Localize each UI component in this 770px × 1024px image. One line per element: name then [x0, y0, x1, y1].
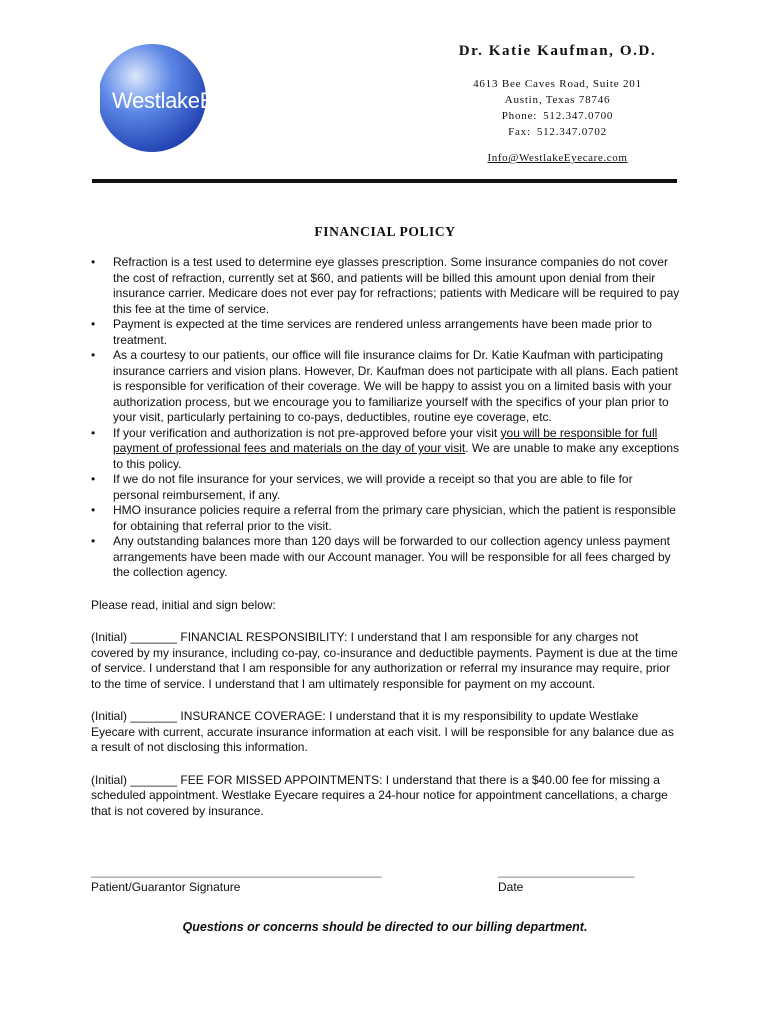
logo-text-eyecare: Eyecare [199, 88, 279, 113]
bullet-icon: • [91, 317, 96, 331]
bullet-icon: • [91, 503, 96, 517]
header-divider [92, 179, 677, 183]
bullet-icon: • [91, 348, 96, 362]
signature-block [91, 863, 381, 895]
phone-number: 512.347.0700 [543, 110, 614, 122]
policy-item-text: Any outstanding balances more than 120 days will be forwarded to our collection agency unless payment arrangements have been made with our Account manager. You will be responsible for all fees charged by the collection agency. [113, 534, 671, 579]
policy-item [91, 503, 681, 534]
policy-item [91, 255, 681, 317]
policy-item [91, 348, 681, 426]
signature-line: _______________________________________________ [91, 864, 382, 878]
address-line-2: Austin, Texas 78746 [504, 94, 611, 106]
ack-missed-appointments: (Initial) _______ FEE FOR MISSED APPOINTMENTS: I understand that there is a $40.00 fee for missing a scheduled appointment. Westlake Eyecare requires a 24-hour notice for appointment cancellations, a charge that is not covered by insurance. [91, 772, 668, 818]
policy-item [91, 426, 681, 473]
email-link[interactable]: Info@WestlakeEyecare.com [487, 152, 628, 164]
ack-financial-responsibility: (Initial) _______ FINANCIAL RESPONSIBILITY: I understand that I am responsible for any charges not covered by my insurance, including co-pay, co-insurance and deductible payments. Payment is due at the time of service. I understand that I am responsible for any authorization or referral my insurance may require, prior to the time of service. I understand that I am ultimately responsible for payment on my account. [91, 630, 678, 691]
date-label: Date [498, 880, 524, 894]
footer-note: Questions or concerns should be directed to our billing department. [182, 920, 588, 934]
policy-item-underlined-text: you will be responsible for full payment of professional fees and materials on the day of your visit [113, 425, 658, 455]
policy-item-text: As a courtesy to our patients, our office will file insurance claims for Dr. Katie Kaufman with participating insurance carriers and vision plans. However, Dr. Kaufman does not participate with all plans. Each patient is responsible for verification of their coverage. We will be happy to assist you on a limited basis with your authorization process, but we encourage you to familiarize yourself with the specifics of your plan prior to your visit, particularly pertaining to co-pays, deductibles, routine eye coverage, etc. [113, 348, 678, 424]
practice-header [440, 43, 675, 166]
policy-item-text: If your verification and authorization is not pre-approved before your visit [113, 425, 501, 440]
address-line-1: 4613 Bee Caves Road, Suite 201 [473, 78, 642, 90]
bullet-icon: • [91, 255, 96, 269]
sign-instructions: Please read, initial and sign below: [91, 597, 276, 612]
ack-insurance-coverage: (Initial) _______ INSURANCE COVERAGE: I understand that it is my responsibility to update Westlake Eyecare with current, accurate insurance information at each visit. I will be responsible for any balance due as a result of not disclosing this information. [91, 709, 674, 754]
policy-content [91, 255, 681, 819]
westlake-eyecare-logo [100, 40, 300, 155]
date-block [498, 863, 634, 895]
policy-item-text: . We are unable to make any exceptions to this policy. [113, 441, 680, 471]
bullet-icon: • [91, 425, 96, 440]
bullet-icon: • [91, 472, 96, 486]
practice-address [440, 76, 675, 140]
policy-item-text: HMO insurance policies require a referral from the primary care physician, which the patient is responsible for obtaining that referral prior to the visit. [113, 503, 676, 533]
page-title: FINANCIAL POLICY [314, 224, 456, 239]
bullet-icon: • [91, 534, 96, 548]
policy-list [91, 255, 681, 581]
policy-item-text: Refraction is a test used to determine eye glasses prescription. Some insurance companies do not cover the cost of refraction, currently set at $60, and patients will be billed this amount upon denial from their insurance carrier. Medicare does not ever pay for refractions; patients with Medicare will be required to pay this fee at the time of service. [113, 255, 680, 316]
policy-item [91, 317, 681, 348]
doctor-name: Dr. Katie Kaufman, O.D. [458, 43, 657, 59]
logo-wordmark [112, 88, 312, 114]
logo-text-westlake: Westlake [112, 88, 200, 113]
phone-row [440, 108, 675, 124]
policy-item-text: If we do not file insurance for your services, we will provide a receipt so that you are able to file for personal reimbursement, if any. [113, 472, 633, 502]
policy-item-text: Payment is expected at the time services are rendered unless arrangements have been made prior to treatment. [113, 317, 652, 347]
fax-label: Fax: [508, 126, 531, 138]
fax-row [440, 124, 675, 140]
phone-label: Phone: [501, 110, 538, 122]
date-line: ______________________ [498, 864, 634, 878]
policy-item [91, 534, 681, 581]
fax-number: 512.347.0702 [536, 126, 607, 138]
policy-item [91, 472, 681, 503]
signature-label: Patient/Guarantor Signature [91, 880, 241, 894]
